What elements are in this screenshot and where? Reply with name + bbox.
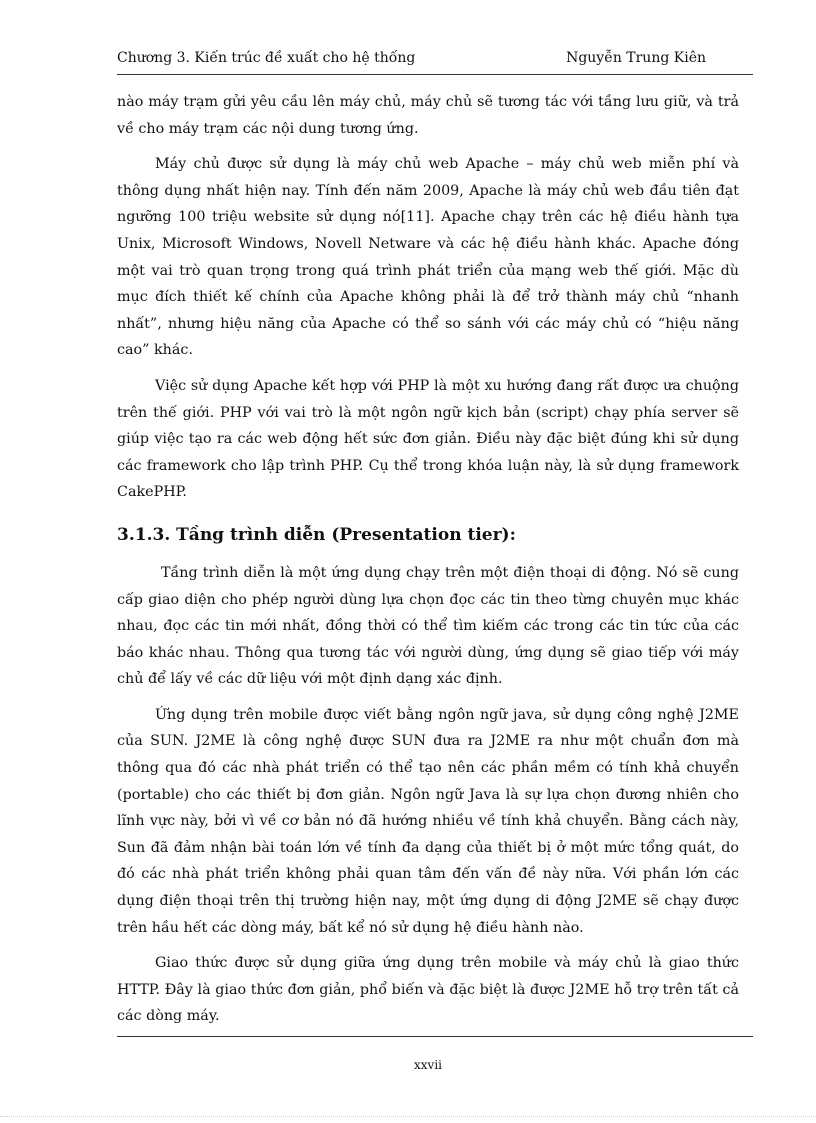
paragraph-presentation-tier: Tầng trình diễn là một ứng dụng chạy trên một điện thoại di động. Nó sẽ cung cấp giao diện cho phép người dùng lựa chọn đọc các tin theo từng chuyên mục khác nhau, đọc các tin mới nhất, đồng thời có thể tìm kiếm các trong các tin tức của các báo khác nhau. Thông qua tương tác với người dùng, ứng dụng sẽ giao tiếp với máy chủ để lấy về các dữ liệu với một định dạng xác định. [117,564,739,688]
header-chapter-title: Chương 3. Kiến trúc đề xuất cho hệ thống [117,50,416,66]
paragraph-http-protocol: Giao thức được sử dụng giữa ứng dụng trên mobile và máy chủ là giao thức HTTP. Đây là giao thức đơn giản, phổ biến và đặc biệt là được J2ME hỗ trợ trên tất cả các dòng máy. [117,955,739,1025]
header-divider [117,74,753,75]
page-number: xxvii [414,1058,442,1072]
paragraph-apache-server: Máy chủ được sử dụng là máy chủ web Apache – máy chủ web miễn phí và thông dụng nhất hiện nay. Tính đến năm 2009, Apache là máy chủ web đầu tiên đạt ngưỡng 100 triệu website sử dụng nó[11]. Apache chạy trên các hệ điều hành tựa Unix, Microsoft Windows, Novell Netware và các hệ điều hành khác. Apache đóng một vai trò quan trọng trong quá trình phát triển của mạng web thế giới. Mặc dù mục đích thiết kế chính của Apache không phải là để trở thành máy chủ “nhanh nhất”, nhưng hiệu năng của Apache có thể so sánh với các máy chủ có “hiệu năng cao” khác. [117,156,739,359]
footer-divider [117,1036,753,1037]
header-author: Nguyễn Trung Kiên [566,50,706,66]
section-heading: 3.1.3. Tầng trình diễn (Presentation tier): [117,524,516,545]
paragraph-j2me: Ứng dụng trên mobile được viết bằng ngôn ngữ java, sử dụng công nghệ J2ME của SUN. J2ME là công nghệ được SUN đưa ra J2ME ra như một chuẩn đơn mà thông qua đó các nhà phát triển có thể tạo nên các phần mềm có tính khả chuyển (portable) cho các thiết bị đơn giản. Ngôn ngữ Java là sự lựa chọn đương nhiên cho lĩnh vực này, bởi vì về cơ bản nó đã hướng nhiều về tính khả chuyển. Bằng cách này, Sun đã đảm nhận bài toán lớn về tính đa dạng của thiết bị ở một mức tổng quát, do đó các nhà phát triển không phải quan tâm đến vấn đề này nữa. Với phần lớn các dụng điện thoại trên thị trường hiện nay, một ứng dụng di động J2ME sẽ chạy được trên hầu hết các dòng máy, bất kể nó sử dụng hệ điều hành nào. [117,706,739,936]
paragraph-continuation: nào máy trạm gửi yêu cầu lên máy chủ, máy chủ sẽ tương tác với tầng lưu giữ, và trả về cho máy trạm các nội dung tương ứng. [117,94,739,137]
page-bottom-edge [0,1116,816,1117]
page-body [117,89,739,1039]
paragraph-apache-php: Việc sử dụng Apache kết hợp với PHP là một xu hướng đang rất được ưa chuộng trên thế giới. PHP với vai trò là một ngôn ngữ kịch bản (script) chạy phía server sẽ giúp việc tạo ra các web động hết sức đơn giản. Điều này đặc biệt đúng khi sử dụng các framework cho lập trình PHP. Cụ thể trong khóa luận này, là sử dụng framework CakePHP. [117,377,739,501]
page-header [117,50,753,70]
